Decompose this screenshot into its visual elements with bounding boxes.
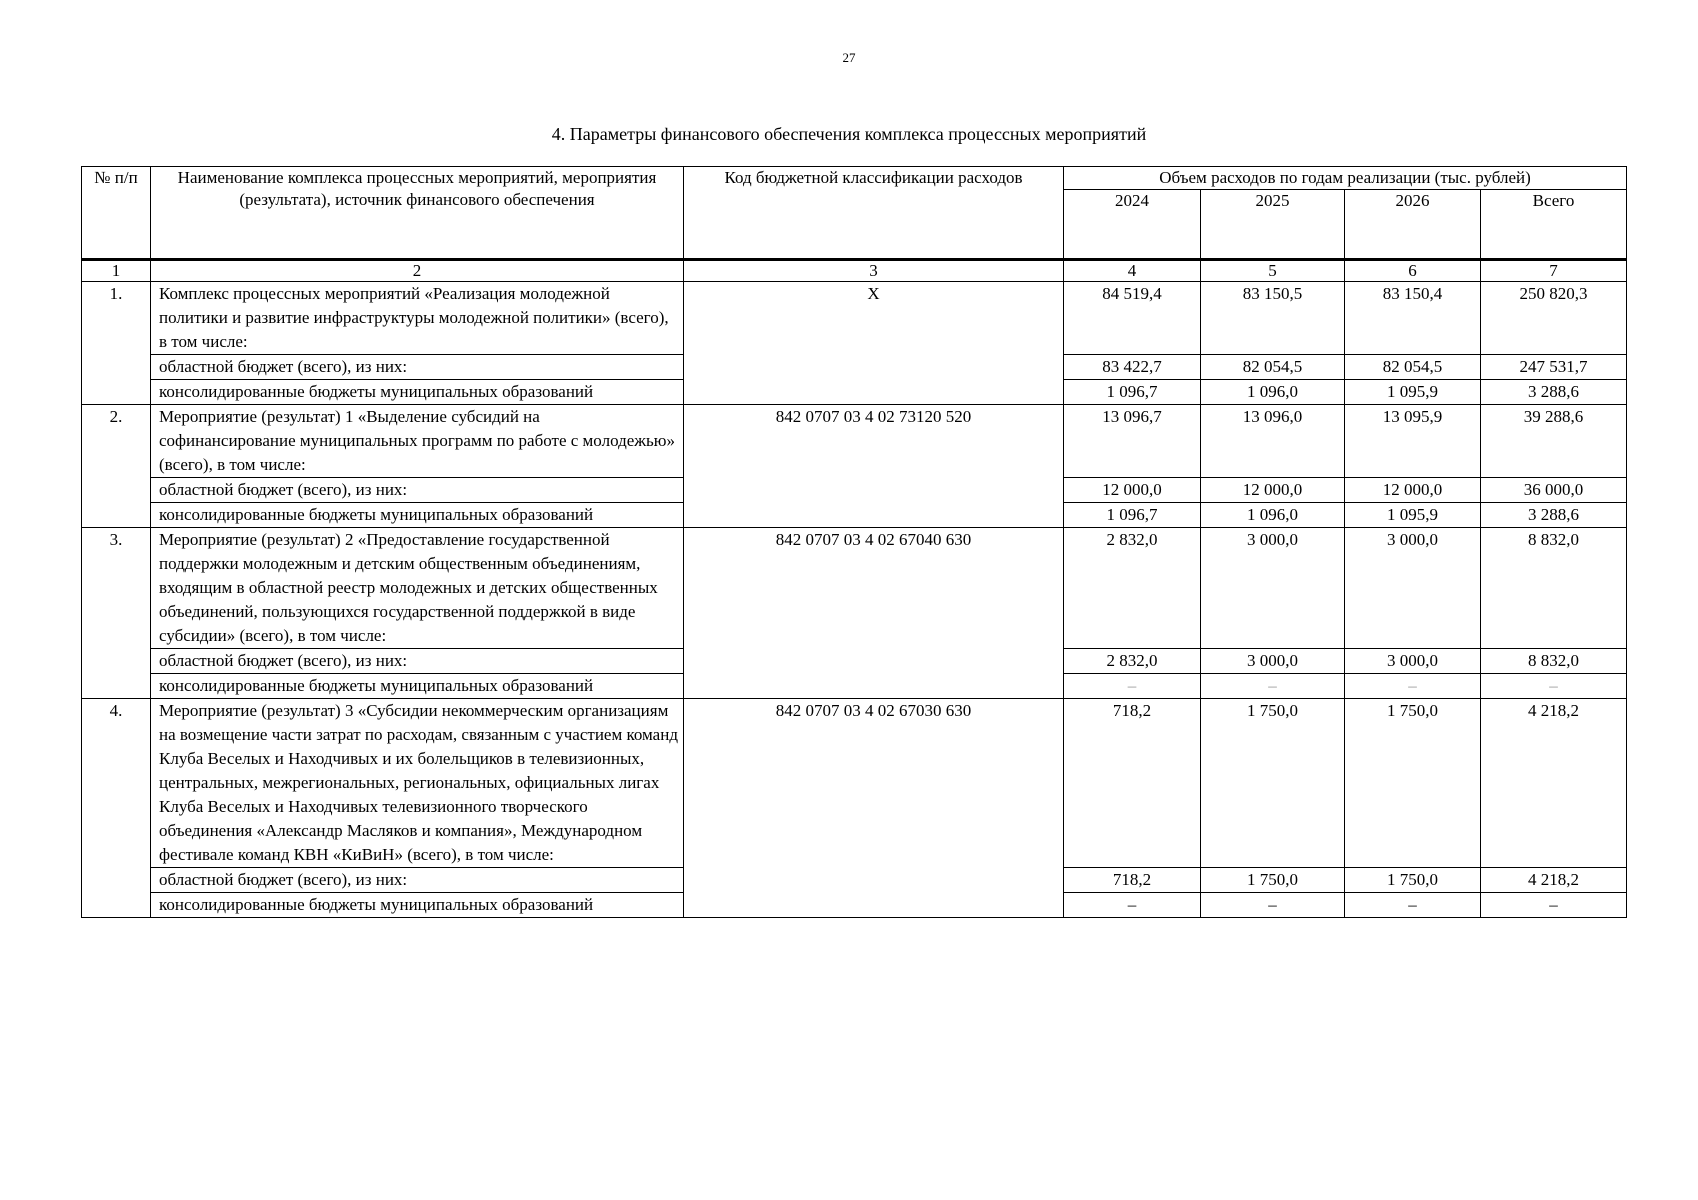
value-2026: – [1345, 674, 1481, 699]
value-2026: 1 750,0 [1345, 868, 1481, 893]
row-name: Мероприятие (результат) 2 «Предоставление государственной поддержки молодежным и детским общественным объединениям, входящим в областной реестр молодежных и детских общественных объединений, пользующихся государственной поддержкой в виде субсидии» (всего), в том числе: [151, 528, 684, 649]
budget-code: 842 0707 03 4 02 67040 630 [684, 528, 1064, 699]
value-total: 3 288,6 [1481, 380, 1627, 405]
row-name: консолидированные бюджеты муниципальных образований [151, 503, 684, 528]
value-2025: 1 750,0 [1201, 699, 1345, 868]
column-number: 7 [1481, 260, 1627, 282]
row-name: областной бюджет (всего), из них: [151, 649, 684, 674]
row-name: областной бюджет (всего), из них: [151, 868, 684, 893]
value-2025: 83 150,5 [1201, 282, 1345, 355]
row-name: областной бюджет (всего), из них: [151, 355, 684, 380]
budget-code: 842 0707 03 4 02 73120 520 [684, 405, 1064, 528]
value-total: 8 832,0 [1481, 528, 1627, 649]
value-2026: 3 000,0 [1345, 528, 1481, 649]
page-number: 27 [842, 50, 856, 65]
value-2024: 12 000,0 [1064, 478, 1201, 503]
value-2024: 13 096,7 [1064, 405, 1201, 478]
value-2024: – [1064, 674, 1201, 699]
value-2024: 84 519,4 [1064, 282, 1201, 355]
header-total: Всего [1481, 190, 1627, 260]
column-number: 5 [1201, 260, 1345, 282]
row-name: Мероприятие (результат) 3 «Субсидии некоммерческим организациям на возмещение части затрат по расходам, связанным с участием команд Клуба Веселых и Находчивых и их болельщиков в телевизионных, центральных, межрегиональных, региональных, официальных лигах Клуба Веселых и Находчивых телевизионного творческого объединения «Александр Масляков и компания», Международном фестивале команд КВН «КиВиН» (всего), в том числе: [151, 699, 684, 868]
value-2025: 1 096,0 [1201, 503, 1345, 528]
header-num: № п/п [82, 167, 151, 260]
row-name: консолидированные бюджеты муниципальных образований [151, 380, 684, 405]
row-name: консолидированные бюджеты муниципальных образований [151, 674, 684, 699]
column-number: 3 [684, 260, 1064, 282]
value-2025: 3 000,0 [1201, 649, 1345, 674]
financing-table [81, 166, 1627, 918]
column-number: 1 [82, 260, 151, 282]
row-number: 1. [82, 282, 151, 405]
value-2025: 3 000,0 [1201, 528, 1345, 649]
value-total: 250 820,3 [1481, 282, 1627, 355]
header-year-2025: 2025 [1201, 190, 1345, 260]
table-row [82, 282, 1627, 355]
row-number: 3. [82, 528, 151, 699]
value-total: – [1481, 674, 1627, 699]
value-total: – [1481, 893, 1627, 918]
row-number: 2. [82, 405, 151, 528]
column-number: 6 [1345, 260, 1481, 282]
value-2024: 1 096,7 [1064, 380, 1201, 405]
value-2024: 83 422,7 [1064, 355, 1201, 380]
row-name: областной бюджет (всего), из них: [151, 478, 684, 503]
value-2026: 1 095,9 [1345, 503, 1481, 528]
value-2024: 1 096,7 [1064, 503, 1201, 528]
header-name: Наименование комплекса процессных мероприятий, мероприятия (результата), источник финансового обеспечения [151, 167, 684, 260]
section-title: 4. Параметры финансового обеспечения комплекса процессных мероприятий [551, 124, 1147, 144]
value-2025: – [1201, 893, 1345, 918]
value-2026: 82 054,5 [1345, 355, 1481, 380]
value-2026: 83 150,4 [1345, 282, 1481, 355]
value-2026: – [1345, 893, 1481, 918]
row-name: Мероприятие (результат) 1 «Выделение субсидий на софинансирование муниципальных программ по работе с молодежью» (всего), в том числе: [151, 405, 684, 478]
value-2026: 1 750,0 [1345, 699, 1481, 868]
table-row [82, 699, 1627, 868]
value-2024: 718,2 [1064, 868, 1201, 893]
value-2025: 1 096,0 [1201, 380, 1345, 405]
value-2024: 2 832,0 [1064, 528, 1201, 649]
table-row [82, 405, 1627, 478]
value-2026: 12 000,0 [1345, 478, 1481, 503]
value-total: 36 000,0 [1481, 478, 1627, 503]
row-number: 4. [82, 699, 151, 918]
value-total: 247 531,7 [1481, 355, 1627, 380]
row-name: Комплекс процессных мероприятий «Реализация молодежной политики и развитие инфраструктуры молодежной политики» (всего), в том числе: [151, 282, 684, 355]
value-total: 4 218,2 [1481, 699, 1627, 868]
value-2024: 2 832,0 [1064, 649, 1201, 674]
value-2025: 1 750,0 [1201, 868, 1345, 893]
budget-code: 842 0707 03 4 02 67030 630 [684, 699, 1064, 918]
value-2026: 3 000,0 [1345, 649, 1481, 674]
column-number: 2 [151, 260, 684, 282]
header-code: Код бюджетной классификации расходов [684, 167, 1064, 260]
value-2025: 12 000,0 [1201, 478, 1345, 503]
value-total: 8 832,0 [1481, 649, 1627, 674]
value-2026: 1 095,9 [1345, 380, 1481, 405]
value-total: 3 288,6 [1481, 503, 1627, 528]
value-2024: – [1064, 893, 1201, 918]
header-year-2024: 2024 [1064, 190, 1201, 260]
header-year-2026: 2026 [1345, 190, 1481, 260]
table-row [82, 528, 1627, 649]
row-name: консолидированные бюджеты муниципальных образований [151, 893, 684, 918]
value-2025: – [1201, 674, 1345, 699]
value-2025: 13 096,0 [1201, 405, 1345, 478]
value-2025: 82 054,5 [1201, 355, 1345, 380]
column-number-row [82, 260, 1627, 282]
value-2026: 13 095,9 [1345, 405, 1481, 478]
column-number: 4 [1064, 260, 1201, 282]
header-row-top [82, 167, 1627, 190]
budget-code: Х [684, 282, 1064, 405]
header-volume: Объем расходов по годам реализации (тыс. рублей) [1064, 167, 1627, 190]
value-total: 39 288,6 [1481, 405, 1627, 478]
value-total: 4 218,2 [1481, 868, 1627, 893]
value-2024: 718,2 [1064, 699, 1201, 868]
